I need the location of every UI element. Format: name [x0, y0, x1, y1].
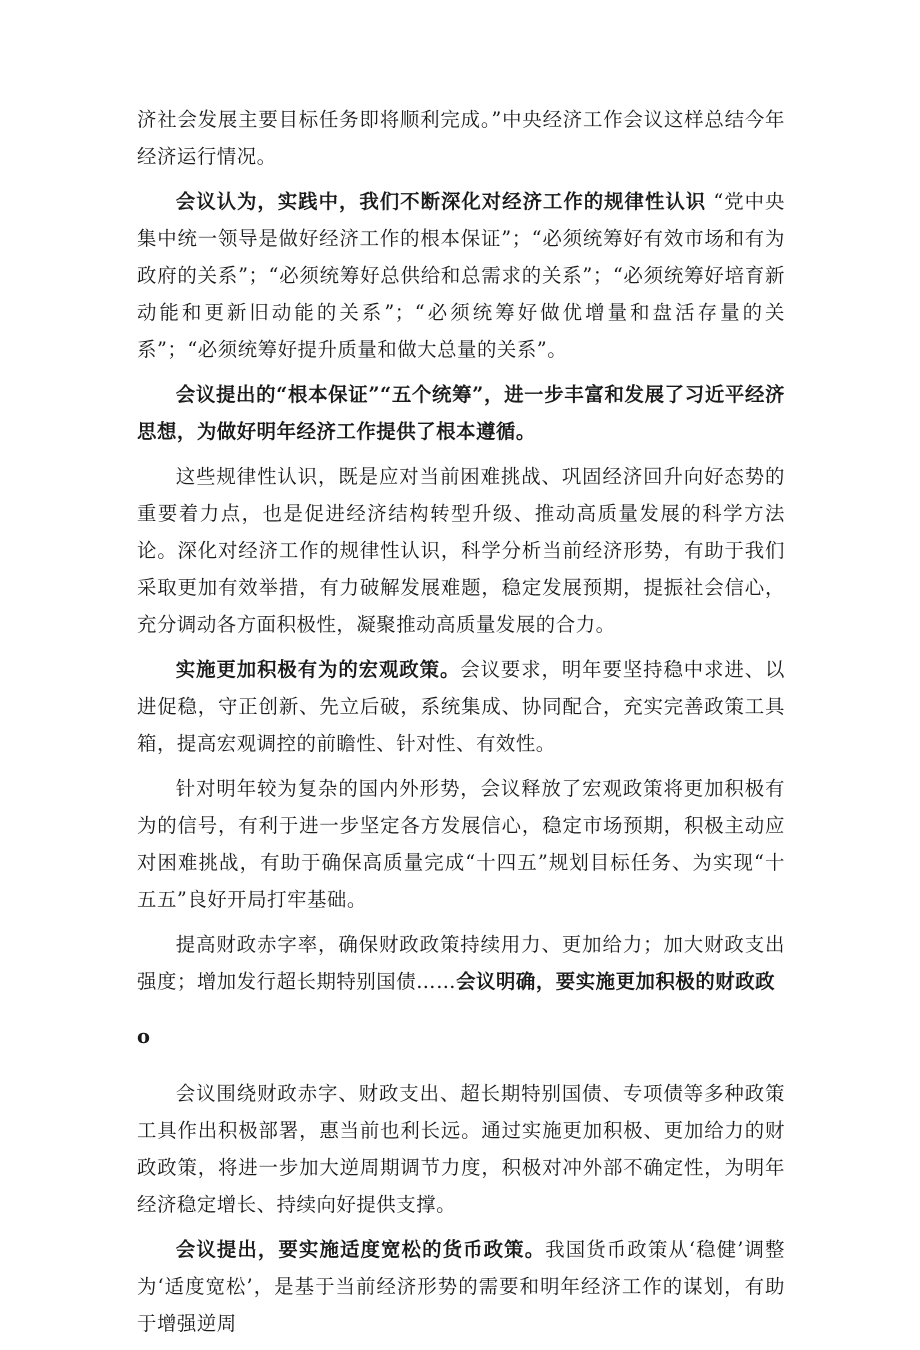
paragraph-1 [137, 101, 785, 175]
bold-lead: 实施更加积极有为的宏观政策。 [175, 658, 461, 681]
bold-lead: 会议明确，要实施更加积极的财政政 [456, 970, 776, 993]
paragraph-10 [137, 1231, 785, 1342]
text-run: 针对明年较为复杂的国内外形势，会议释放了宏观政策将更加积极有为的信号，有利于进一步坚定各方发展信心，稳定市场预期，积极主动应对困难挑战，有助于确保高质量完成“十四五”规划目标任务、为实现“十五五”良好开局打牢基础。 [137, 777, 785, 911]
bold-lead: 会议认为，实践中，我们不断深化对经济工作的规律性认识 [175, 190, 707, 213]
paragraph-4 [137, 458, 785, 643]
paragraph-7 [137, 926, 785, 1000]
text-run: 提高财政赤字率，确保财政政策持续用力、更加给力；加大财政支出强度；增加发行超长期特别国债…… [137, 933, 785, 993]
stray-character [137, 1018, 785, 1055]
text-run: “党中央集中统一领导是做好经济工作的根本保证”；“必须统筹好有效市场和有为政府的关系”；“必须统筹好总供给和总需求的关系”；“必须统筹好培育新动能和更新旧动能的关系”；“必须统筹好做优增量和盘活存量的关系”；“必须统筹好提升质量和做大总量的关系”。 [137, 190, 785, 361]
text-run: 会议围绕财政赤字、财政支出、超长期特别国债、专项债等多种政策工具作出积极部署，惠当前也利长远。通过实施更加积极、更加给力的财政政策，将进一步加大逆周期调节力度，积极对冲外部不确定性，为明年经济稳定增长、持续向好提供支撑。 [137, 1082, 785, 1216]
text-run: 济社会发展主要目标任务即将顺利完成。”中央经济工作会议这样总结今年经济运行情况。 [137, 108, 785, 168]
text-run: 我国货币政策从‘稳健’调整为‘适度宽松’，是基于当前经济形势的需要和明年经济工作的谋划，有助于增强逆周 [137, 1238, 785, 1335]
paragraph-3 [137, 376, 785, 450]
paragraph-2 [137, 183, 785, 368]
text-run: 会议要求，明年要坚持稳中求进、以进促稳，守正创新、先立后破，系统集成、协同配合，充实完善政策工具箱，提高宏观调控的前瞻性、针对性、有效性。 [137, 658, 785, 755]
document-body [137, 101, 785, 1350]
paragraph-5 [137, 651, 785, 762]
text-run: 这些规律性认识，既是应对当前困难挑战、巩固经济回升向好态势的重要着力点，也是促进经济结构转型升级、推动高质量发展的科学方法论。深化对经济工作的规律性认识，科学分析当前经济形势，有助于我们采取更加有效举措，有力破解发展难题，稳定发展预期，提振社会信心，充分调动各方面积极性，凝聚推动高质量发展的合力。 [137, 465, 785, 636]
text-run: o [137, 1025, 151, 1048]
paragraph-6 [137, 770, 785, 918]
bold-lead: 会议提出的“根本保证”“五个统筹”，进一步丰富和发展了习近平经济思想，为做好明年经济工作提供了根本遵循。 [137, 383, 785, 443]
bold-lead: 会议提出，要实施适度宽松的货币政策。 [175, 1238, 546, 1261]
paragraph-9 [137, 1075, 785, 1223]
